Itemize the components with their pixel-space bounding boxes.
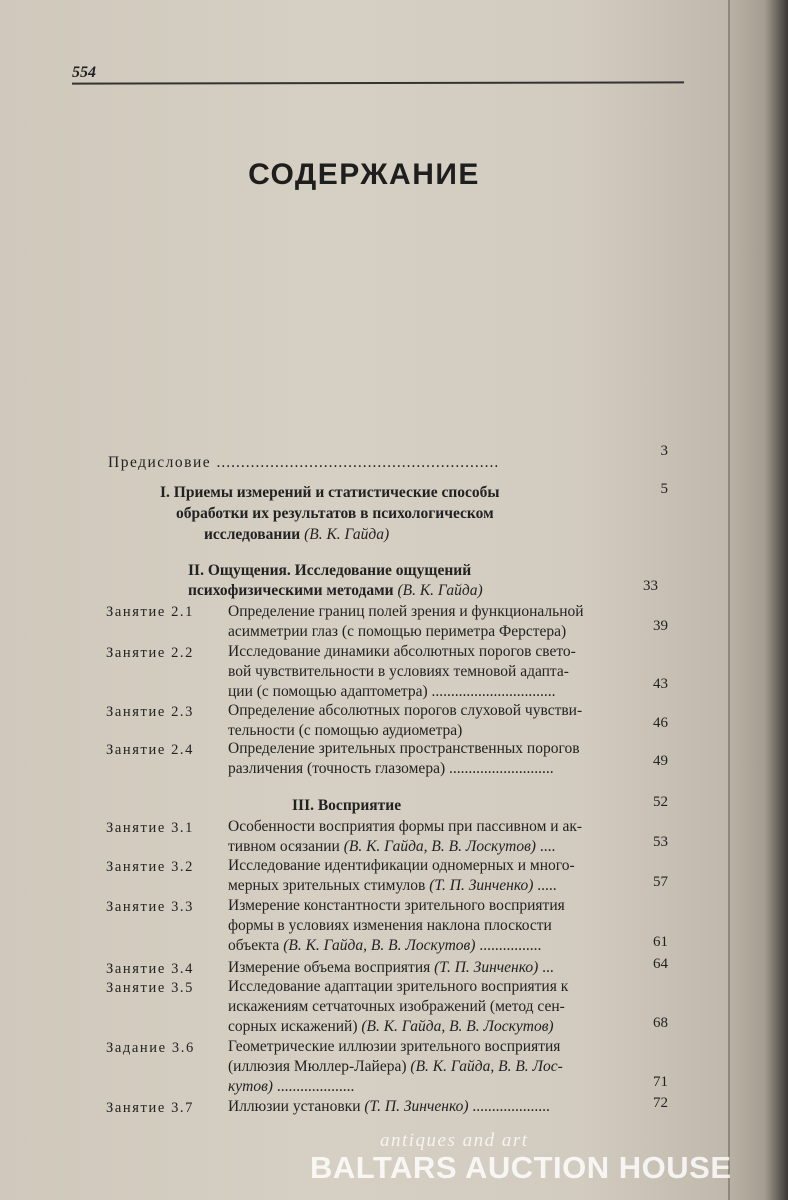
section-1-page: 5 [660, 481, 668, 497]
lesson-3-5-page: 68 [653, 1015, 668, 1031]
lesson-2-4-line-1: Определение зрительных пространственных порогов [228, 740, 580, 757]
lesson-3-1-label: Занятие 3.1 [106, 820, 195, 836]
lesson-2-3-page: 46 [653, 715, 668, 731]
lesson-3-4-line-1: Измерение объема восприятия (Т. П. Зинченко) ... [228, 959, 554, 976]
lesson-3-7-author: (Т. П. Зинченко) [364, 1098, 469, 1115]
lesson-3-3-page: 61 [653, 934, 668, 950]
lesson-3-5-line-1: Исследование адаптации зрительного восприятия к [228, 978, 569, 995]
lesson-3-7-label: Занятие 3.7 [106, 1100, 195, 1116]
section-1-author: (В. К. Гайда) [304, 526, 390, 543]
lesson-3-3-label: Занятие 3.3 [106, 899, 195, 915]
page-title: СОДЕРЖАНИЕ [248, 158, 480, 191]
section-2-line-1: II. Ощущения. Исследование ощущений [188, 562, 472, 579]
lesson-2-3-line-1: Определение абсолютных порогов слуховой чувстви- [228, 702, 583, 719]
lesson-2-2-label: Занятие 2.2 [106, 645, 195, 661]
lesson-3-6-line-2: (иллюзия Мюллер-Лайера) (В. К. Гайда, В. В. Лос- [228, 1058, 563, 1075]
lesson-3-4-label: Занятие 3.4 [106, 961, 195, 977]
watermark-brand: BALTARS AUCTION HOUSE [310, 1150, 732, 1185]
lesson-3-3-line-3: объекта (В. К. Гайда, В. В. Лоскутов) ................ [228, 937, 542, 954]
lesson-3-7-page: 72 [653, 1095, 668, 1111]
lesson-2-1-line-2: асимметрии глаз (с помощью периметра Ферстера) [228, 623, 567, 640]
section-1-line-3: исследовании (В. К. Гайда) [204, 526, 390, 543]
lesson-3-1-line-1: Особенности восприятия формы при пассивном и ак- [228, 818, 583, 835]
page-number: 554 [72, 64, 96, 81]
adjacent-page-edge [730, 0, 788, 1200]
lesson-3-2-author: (Т. П. Зинченко) [429, 877, 534, 894]
lesson-3-2-label: Занятие 3.2 [106, 859, 195, 875]
lesson-3-7-line-1: Иллюзии установки (Т. П. Зинченко) .................... [228, 1098, 550, 1115]
lesson-2-2-line-2: вой чувствительности в условиях темновой адапта- [228, 663, 569, 680]
lesson-3-3-line-2: формы в условиях изменения наклона плоскости [228, 917, 552, 934]
header-rule [72, 81, 684, 84]
preface-label: Предисловие [108, 454, 212, 471]
lesson-3-6-page: 71 [653, 1074, 668, 1090]
watermark-tagline: antiques and art [380, 1130, 529, 1151]
lesson-3-1-page: 53 [653, 834, 668, 850]
lesson-2-2-page: 43 [653, 676, 668, 692]
section-1-line-1: I. Приемы измерений и статистические способы [160, 484, 500, 501]
lesson-3-1-author: (В. К. Гайда, В. В. Лоскутов) [343, 838, 536, 855]
section-2-page: 33 [643, 578, 658, 594]
section-3-title: III. Восприятие [292, 797, 402, 814]
lesson-2-1-page: 39 [653, 618, 668, 634]
lesson-2-2-line-3: ции (с помощью адаптометра) ................................ [228, 683, 556, 700]
lesson-3-6-line-1: Геометрические иллюзии зрительного восприятия [228, 1038, 561, 1055]
section-2-author: (В. К. Гайда) [397, 582, 483, 599]
section-3-page: 52 [653, 794, 668, 810]
lesson-3-2-line-2: мерных зрительных стимулов (Т. П. Зинченко) ..... [228, 877, 557, 894]
lesson-2-4-page: 49 [653, 753, 668, 769]
section-1-line-2: обработки их результатов в психологическом [176, 505, 494, 522]
lesson-3-1-line-2: тивном осязании (В. К. Гайда, В. В. Лоскутов) .... [228, 838, 556, 855]
lesson-3-5-line-2: искажениям сетчаточных изображений (метод сен- [228, 998, 565, 1015]
lesson-2-3-line-2: тельности (с помощью аудиометра) [228, 722, 463, 739]
lesson-3-3-line-1: Измерение константности зрительного восприятия [228, 897, 565, 914]
lesson-3-5-line-3: сорных искажений) (В. К. Гайда, В. В. Лоскутов) [228, 1018, 554, 1035]
lesson-2-3-label: Занятие 2.3 [106, 704, 195, 720]
lesson-3-6-label: Задание 3.6 [106, 1040, 195, 1056]
lesson-2-4-line-2: различения (точность глазомера) ........................... [228, 760, 554, 777]
lesson-2-1-label: Занятие 2.1 [106, 604, 195, 620]
lesson-2-1-line-1: Определение границ полей зрения и функциональной [228, 603, 584, 620]
lesson-3-2-page: 57 [653, 874, 668, 890]
section-2-line-2: психофизическими методами (В. К. Гайда) [188, 582, 483, 599]
lesson-2-2-line-1: Исследование динамики абсолютных порогов свето- [228, 643, 576, 660]
lesson-3-6-line-3: кутов) .................... [228, 1078, 355, 1095]
lesson-3-5-label: Занятие 3.5 [106, 980, 195, 996]
lesson-3-5-author: (В. К. Гайда, В. В. Лоскутов) [361, 1018, 554, 1035]
preface-page: 3 [660, 443, 668, 459]
preface-leader: .......................................................... [216, 454, 500, 471]
lesson-3-3-author: (В. К. Гайда, В. В. Лоскутов) [283, 937, 476, 954]
lesson-3-4-page: 64 [653, 956, 668, 972]
lesson-3-2-line-1: Исследование идентификации одномерных и много- [228, 857, 575, 874]
lesson-2-4-label: Занятие 2.4 [106, 742, 195, 758]
lesson-3-6-author: (В. К. Гайда, В. В. Лос- [410, 1058, 563, 1075]
lesson-3-4-author: (Т. П. Зинченко) [434, 959, 539, 976]
preface-entry [108, 453, 499, 472]
